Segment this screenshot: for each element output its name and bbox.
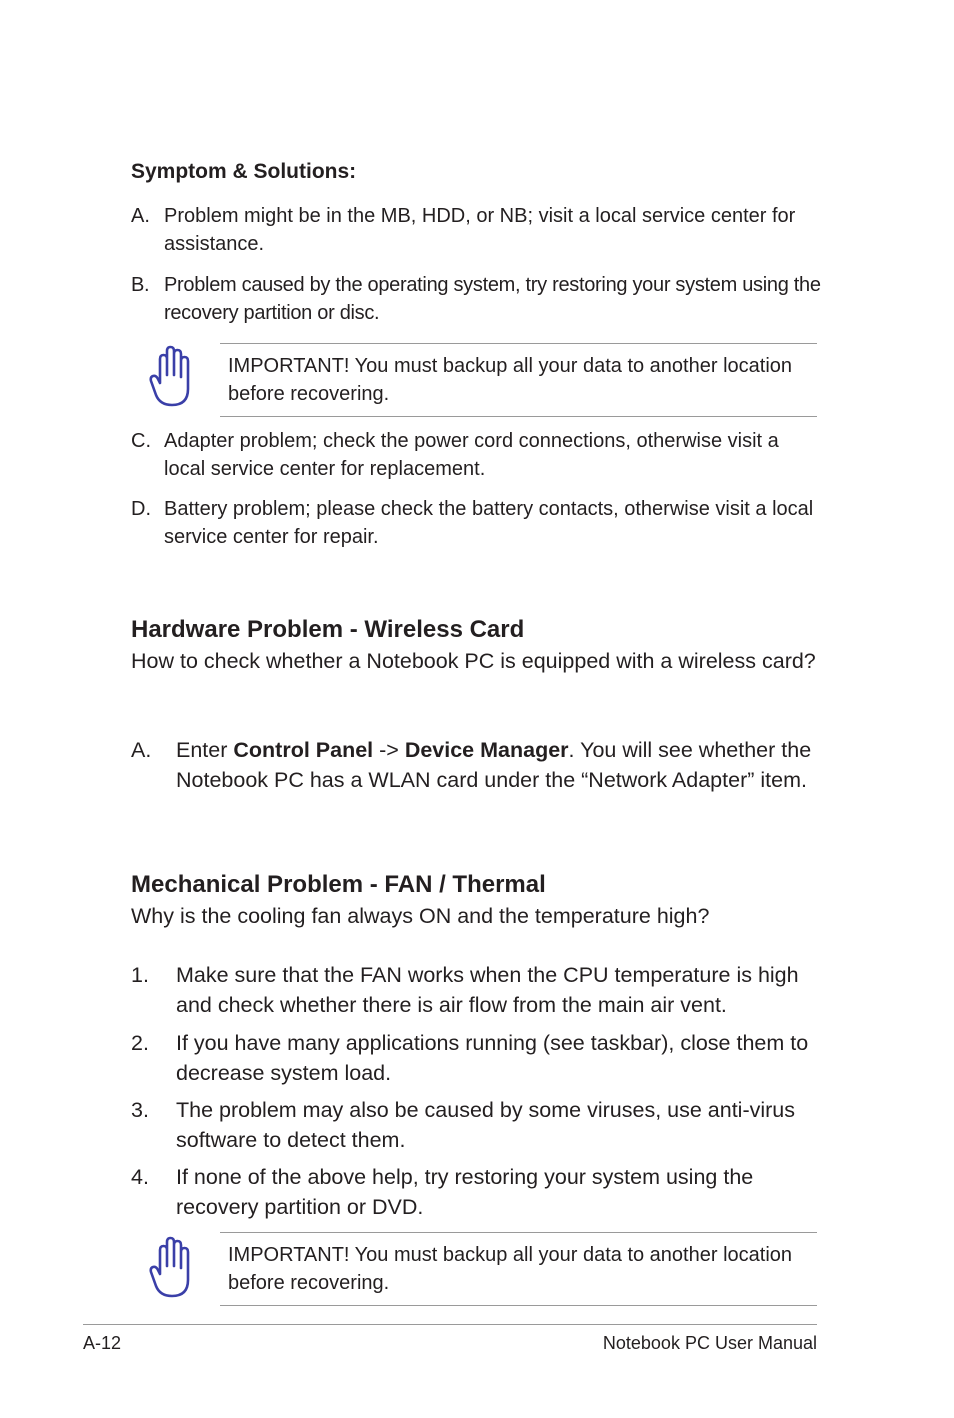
important-note (220, 343, 817, 417)
control-panel-label: Control Panel (233, 738, 374, 762)
fan-step-4 (131, 1162, 821, 1222)
item-letter: D. (131, 498, 151, 520)
fan-intro: Why is the cooling fan always ON and the temperature high? (131, 904, 710, 928)
symptom-item-a (131, 202, 821, 258)
raised-hand-icon (148, 1236, 194, 1298)
step-letter: A. (131, 738, 152, 762)
symptom-heading: Symptom & Solutions: (131, 160, 357, 183)
symptom-item-b (131, 271, 821, 327)
important-note-text: IMPORTANT! You must backup all your data to another location before recovering. (228, 1244, 793, 1294)
item-letter: B. (131, 274, 150, 296)
item-text: Problem caused by the operating system, try restoring your system using the recovery partition or disc. (164, 274, 821, 324)
raised-hand-icon (148, 345, 194, 407)
step-arrow: -> (373, 738, 405, 762)
item-letter: C. (131, 430, 151, 452)
manual-title: Notebook PC User Manual (602, 1333, 817, 1353)
step-text: If you have many applications running (see taskbar), close them to decrease system load. (176, 1031, 809, 1085)
fan-step-2 (131, 1028, 821, 1088)
wireless-section-title: Hardware Problem - Wireless Card (131, 616, 525, 643)
step-text: If none of the above help, try restoring your system using the recovery partition or DVD. (176, 1165, 754, 1219)
footer-divider (83, 1324, 817, 1325)
symptom-item-c (131, 427, 821, 483)
device-manager-label: Device Manager (404, 738, 569, 762)
step-number: 4. (131, 1165, 149, 1189)
important-note (220, 1232, 817, 1306)
important-note-text: IMPORTANT! You must backup all your data to another location before recovering. (228, 355, 793, 405)
step-text: Make sure that the FAN works when the CPU temperature is high and check whether there is air flow from the main air vent. (176, 963, 799, 1017)
fan-step-3 (131, 1095, 821, 1155)
fan-step-1 (131, 960, 821, 1020)
step-number: 1. (131, 963, 149, 987)
step-number: 2. (131, 1031, 149, 1055)
item-letter: A. (131, 205, 150, 227)
item-text: Adapter problem; check the power cord connections, otherwise visit a local service center for replacement. (164, 430, 779, 480)
symptom-item-d (131, 495, 821, 551)
item-text: Problem might be in the MB, HDD, or NB; visit a local service center for assistance. (164, 205, 796, 255)
step-prefix: Enter (176, 738, 234, 762)
page-number: A-12 (83, 1333, 122, 1353)
step-text (176, 735, 821, 795)
step-number: 3. (131, 1098, 149, 1122)
wireless-intro: How to check whether a Notebook PC is equipped with a wireless card? (131, 649, 816, 673)
step-suffix: . You will see whether the Notebook PC has a WLAN card under the “Network Adapter” item. (176, 738, 812, 792)
step-text: The problem may also be caused by some viruses, use anti-virus software to detect them. (176, 1098, 795, 1152)
wireless-step-a (131, 735, 821, 795)
fan-section-title: Mechanical Problem - FAN / Thermal (131, 871, 546, 898)
item-text: Battery problem; please check the battery contacts, otherwise visit a local service center for repair. (164, 498, 814, 548)
